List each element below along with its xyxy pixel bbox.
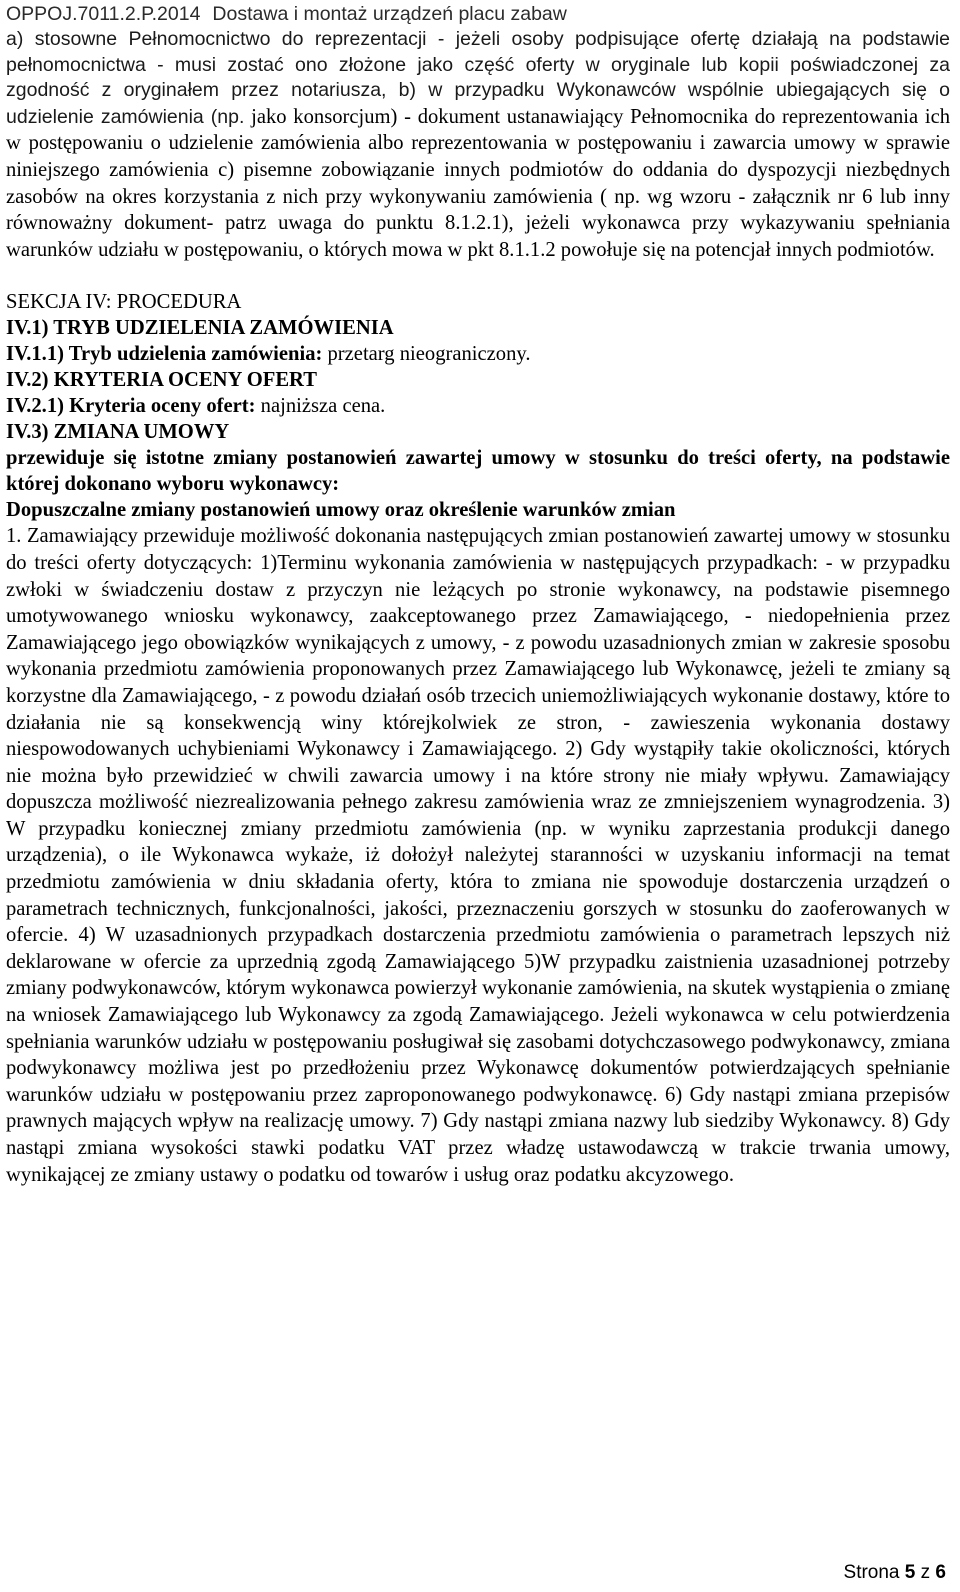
contract-change-intro: przewiduje się istotne zmiany postanowień zawartej umowy w stosunku do treści oferty, na podstawie której dokonano wyboru wykonawcy: xyxy=(6,447,950,496)
heading-iv-2-1-label: IV.2.1) Kryteria oceny ofert: xyxy=(6,395,256,418)
document-title: Dostawa i montaż urządzeń placu zabaw xyxy=(212,3,567,25)
contract-change-body: 1. Zamawiający przewiduje możliwość dokonania następujących zmian postanowień zawartej umowy w stosunku do treści oferty dotyczących: 1)Terminu wykonania zamówienia w następujących przypadkach: - w przypadku zwłoki w świadczeniu dostaw z przyczyn nie leżących po stronie wykonawcy, na podstawie pisemnego umotywowanego wniosku wykonawcy, zaakceptowanego przez Zamawiającego, - niedopełnienia przez Zamawiającego jego obowiązków wynikających z umowy, - z powodu uzasadnionych zmian w zakresie sposobu wykonania przedmiotu zamówienia proponowanych przez Zamawiającego lub Wykonawcę, jeżeli te zmiany są korzystne dla Zamawiającego, - z powodu działań osób trzecich uniemożliwiających wykonanie dostawy, które to działania nie są konsekwencją winy którejkolwiek ze stron, - zawieszenia wykonania dostawy niespowodowanych uchybieniami Wykonawcy i Zamawiającego. 2) Gdy wystąpiły takie okoliczności, których nie można było przewidzieć w chwili zawarcia umowy i na które strony nie miały wpływu. Zamawiający dopuszcza możliwość niezrealizowania pełnego zakresu zamówienia wraz ze zmniejszeniem wynagrodzenia. 3) W przypadku koniecznej zmiany przedmiotu zamówienia (np. w wyniku zaprzestania produkcji danego urządzenia), o ile Wykonawca wykaże, iż dołożył należytej staranności w uzyskaniu informacji na temat przedmiotu zamówienia w dniu składania oferty, która to zmiana nie spowoduje dostarczenia urządzeń o parametrach technicznych, funkcjonalności, jakości, przeznaczeniu gorszych w stosunku do zaoferowanych w ofercie. 4) W uzasadnionych przypadkach dostarczenia przedmiotu zamówienia o parametrach lepszych niż deklarowane w ofercie za uprzednią zgodą Zamawiającego 5)W przypadku zaistnienia uzasadnionej potrzeby zmiany podwykonawców, którym wykonawca powierzył wykonanie zamówienia, na skutek wystąpienia o zmianę na wniosek Zamawiającego lub Wykonawcy za zgodą Zamawiającego. Jeżeli wykonawca w celu potwierdzenia spełniania warunków udziału w postępowaniu posługiwał się zasobami dotychczasowego podwykonawcy, zmiana podwykonawcy możliwa jest po przedłożeniu przez Wykonawcę dokumentów potwierdzających spełnianie warunków udziału w postępowaniu przez zaproponowanego podwykonawcę. 6) Gdy nastąpi zmiana przepisów prawnych mających wpływ na realizację umowy. 7) Gdy nastąpi zmiana nazwy lub siedziby Wykonawcy. 8) Gdy nastąpi zmiana wysokości stawki podatku VAT przez władzę ustawodawczą w trakcie trwania umowy, wynikającej ze zmiany ustawy o podatku od towarów i usług oraz podatku akcyzowego. xyxy=(6,525,950,1186)
footer-page-number: 5 xyxy=(904,1562,916,1583)
contract-change-subheading: Dopuszczalne zmiany postanowień umowy oraz określenie warunków zmian xyxy=(6,499,676,522)
heading-iv-3: IV.3) ZMIANA UMOWY xyxy=(6,421,230,444)
footer-total-pages: 6 xyxy=(935,1562,946,1583)
document-page xyxy=(6,2,950,1188)
intro-sans-text: a) stosowne Pełnomocnictwo do reprezentacji - jeżeli osoby podpisujące ofertę działają na podstawie pełnomocnictwa - musi zostać ono złożone jako część oferty w oryginale lub kopii poświadczonej za zgodność z oryginałem przez notariusza, b) w przypadku Wykonawców wspólnie ubiegających się o udzielenie zamówienia (np. xyxy=(6,28,950,128)
footer-of: z xyxy=(920,1562,931,1583)
intro-serif-text: jako konsorcjum) - dokument ustanawiający Pełnomocnika do reprezentowania ich w postępowaniu o udzielenie zamówienia albo reprezentowania w postępowaniu i zawarcia umowy w sprawie niniejszego zamówienia c) pisemne zobowiązanie innych podmiotów do oddania do dyspozycji niezbędnych zasobów na okres korzystania z nich przy wykonywaniu zamówienia ( np. wg wzoru - załącznik nr 6 lub inny równoważny dokument- patrz uwaga do punktu 8.1.2.1), jeżeli wykonawca przy wykazywaniu spełniania warunków udziału w postępowaniu, o których mowa w pkt 8.1.1.2 powołuje się na potencjał innych podmiotów. xyxy=(6,105,951,261)
footer-label: Strona xyxy=(843,1562,900,1583)
spacer xyxy=(6,263,950,289)
page-footer xyxy=(844,1561,946,1585)
heading-iv-1-1 xyxy=(6,341,950,367)
heading-iv-2-1 xyxy=(6,393,950,419)
heading-iv-1-1-label: IV.1.1) Tryb udzielenia zamówienia: xyxy=(6,343,323,366)
heading-iv-2-1-value: najniższa cena. xyxy=(255,395,386,418)
intro-paragraph xyxy=(6,27,950,263)
section-title: SEKCJA IV: PROCEDURA xyxy=(6,291,242,314)
heading-iv-1: IV.1) TRYB UDZIELENIA ZAMÓWIENIA xyxy=(6,317,394,340)
document-header xyxy=(6,2,950,27)
document-code: OPPOJ.7011.2.P.2014 xyxy=(6,3,201,25)
heading-iv-1-1-value: przetarg nieograniczony. xyxy=(322,343,531,366)
heading-iv-2: IV.2) KRYTERIA OCENY OFERT xyxy=(6,369,317,392)
